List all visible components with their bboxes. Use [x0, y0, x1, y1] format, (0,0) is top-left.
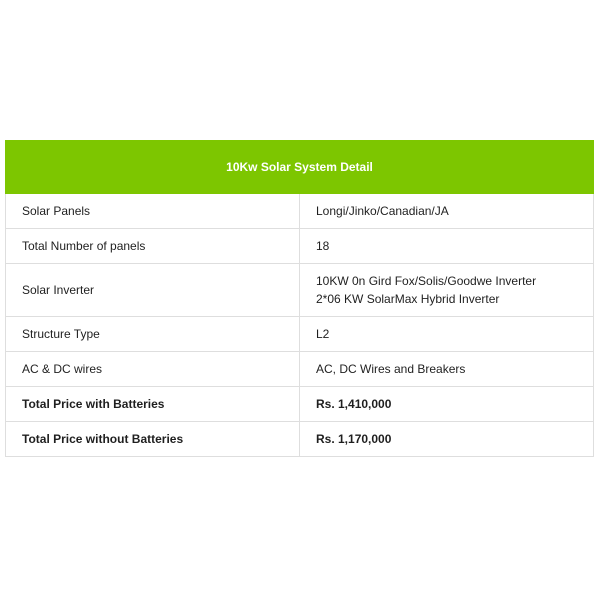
row-label: AC & DC wires — [6, 352, 300, 387]
table-row-solar-inverter — [6, 264, 594, 317]
row-value — [300, 264, 594, 317]
table-row-price-without-batteries — [6, 422, 594, 457]
table-title: 10Kw Solar System Detail — [6, 141, 594, 194]
row-value-line: L2 — [316, 327, 330, 341]
row-value — [300, 352, 594, 387]
row-label: Total Price with Batteries — [6, 387, 300, 422]
solar-system-detail-table — [5, 140, 594, 457]
row-value — [300, 194, 594, 229]
row-label: Structure Type — [6, 317, 300, 352]
row-value — [300, 229, 594, 264]
row-value-line: Rs. 1,170,000 — [316, 432, 392, 446]
row-value-line: Rs. 1,410,000 — [316, 397, 392, 411]
row-value — [300, 422, 594, 457]
row-value-line: 18 — [316, 239, 330, 253]
row-value — [300, 317, 594, 352]
row-value-line: Longi/Jinko/Canadian/JA — [316, 204, 449, 218]
row-value-line: 2*06 KW SolarMax Hybrid Inverter — [316, 292, 500, 306]
table-row-price-with-batteries — [6, 387, 594, 422]
row-label: Total Price without Batteries — [6, 422, 300, 457]
row-value-line: 10KW 0n Gird Fox/Solis/Goodwe Inverter — [316, 274, 537, 288]
row-value — [300, 387, 594, 422]
row-label: Solar Inverter — [6, 264, 300, 317]
table-row-panel-count — [6, 229, 594, 264]
row-label: Solar Panels — [6, 194, 300, 229]
table-row-structure-type — [6, 317, 594, 352]
table-row-wires — [6, 352, 594, 387]
table-header-row — [6, 141, 594, 194]
table-row-solar-panels — [6, 194, 594, 229]
row-label: Total Number of panels — [6, 229, 300, 264]
row-value-line: AC, DC Wires and Breakers — [316, 362, 466, 376]
